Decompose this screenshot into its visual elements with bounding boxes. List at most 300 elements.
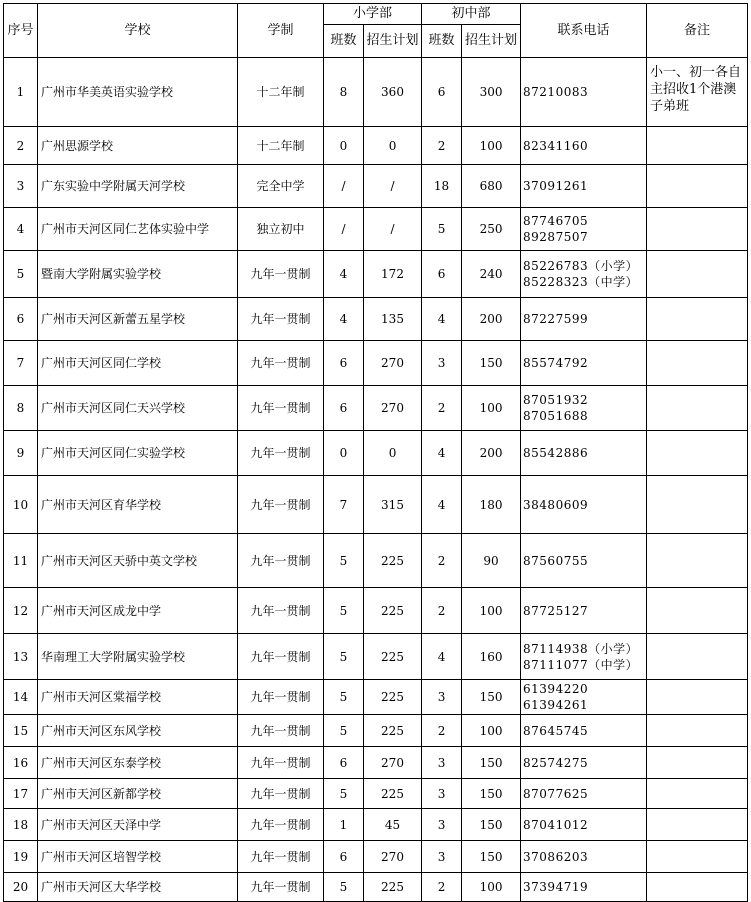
table-header <box>4 4 748 58</box>
row-note <box>647 165 748 208</box>
row-seq-text: 6 <box>16 312 25 326</box>
row-junior-plan-text: 150 <box>479 356 503 370</box>
row-phone <box>521 251 647 298</box>
row-note <box>647 841 748 873</box>
row-junior-classes <box>422 165 462 208</box>
row-seq-text: 17 <box>12 786 29 801</box>
row-system <box>238 476 324 534</box>
row-junior-classes <box>422 747 462 779</box>
table-row <box>4 747 748 779</box>
header-junior-plan: 招生计划 <box>462 25 521 58</box>
row-system-text: 九年一贯制 <box>250 817 311 832</box>
row-junior-classes <box>422 779 462 809</box>
header-junior-classes: 班数 <box>422 25 462 58</box>
table-row <box>4 386 748 431</box>
row-seq-text: 14 <box>12 690 29 704</box>
table-row <box>4 251 748 298</box>
row-junior-plan <box>462 715 521 747</box>
row-junior-plan <box>462 341 521 386</box>
row-junior-plan <box>462 431 521 476</box>
row-school <box>38 386 238 431</box>
row-primary-classes <box>324 747 364 779</box>
row-school <box>38 476 238 534</box>
row-system <box>238 58 324 127</box>
row-system <box>238 127 324 165</box>
row-primary-classes-text: 0 <box>339 138 348 153</box>
row-junior-plan-text: 200 <box>479 446 503 460</box>
row-junior-classes-text: 2 <box>437 401 446 415</box>
row-junior-plan-text: 90 <box>483 553 499 568</box>
row-system <box>238 715 324 747</box>
row-junior-plan <box>462 588 521 634</box>
table-row <box>4 165 748 208</box>
row-school-text: 广州市天河区同仁实验学校 <box>41 446 186 460</box>
row-system <box>238 208 324 251</box>
row-junior-plan-text: 150 <box>479 849 503 864</box>
phone-number: 87111077（中学） <box>523 657 639 672</box>
row-primary-classes <box>324 208 364 251</box>
row-phone <box>521 715 647 747</box>
row-seq <box>4 341 38 386</box>
row-primary-classes <box>324 431 364 476</box>
row-phone <box>521 431 647 476</box>
row-seq-text: 1 <box>16 85 25 99</box>
row-system-text: 九年一贯制 <box>250 446 311 460</box>
row-junior-classes <box>422 534 462 588</box>
row-system <box>238 588 324 634</box>
row-system-text: 九年一贯制 <box>250 553 311 568</box>
row-primary-classes <box>324 841 364 873</box>
row-school <box>38 779 238 809</box>
row-system <box>238 251 324 298</box>
table-row <box>4 809 748 841</box>
row-school-text: 广州市天河区天泽中学 <box>41 817 162 832</box>
row-primary-classes-text: 0 <box>339 446 348 460</box>
row-junior-classes-text: 18 <box>433 179 450 193</box>
row-school <box>38 431 238 476</box>
table-body <box>4 58 748 902</box>
row-junior-plan-text: 240 <box>479 267 503 281</box>
row-primary-classes-text: 5 <box>339 553 348 568</box>
row-system-text: 九年一贯制 <box>250 267 311 281</box>
row-junior-classes-text: 2 <box>437 138 446 153</box>
row-primary-plan-text: 45 <box>384 817 401 832</box>
row-school <box>38 747 238 779</box>
row-school <box>38 634 238 680</box>
row-system-text: 九年一贯制 <box>250 603 311 618</box>
row-note <box>647 298 748 341</box>
row-system <box>238 680 324 715</box>
row-system <box>238 809 324 841</box>
row-primary-plan-text: 0 <box>388 138 397 153</box>
phone-number: 37394719 <box>523 880 589 894</box>
row-junior-classes-text: 3 <box>437 690 446 704</box>
row-phone <box>521 208 647 251</box>
row-primary-plan <box>364 431 422 476</box>
row-system <box>238 341 324 386</box>
row-primary-classes <box>324 386 364 431</box>
phone-number: 87725127 <box>523 603 589 618</box>
row-system-text: 九年一贯制 <box>250 649 311 664</box>
row-junior-plan <box>462 476 521 534</box>
row-note <box>647 680 748 715</box>
row-primary-plan <box>364 298 422 341</box>
phone-number: 85228323（中学） <box>523 275 639 289</box>
row-junior-classes <box>422 58 462 127</box>
row-seq <box>4 809 38 841</box>
row-system <box>238 298 324 341</box>
row-school-text: 广州市天河区棠福学校 <box>41 690 162 704</box>
row-primary-classes <box>324 634 364 680</box>
row-phone <box>521 873 647 902</box>
row-note <box>647 873 748 902</box>
row-seq <box>4 431 38 476</box>
row-school-text: 广州市天河区育华学校 <box>41 497 162 512</box>
table-row <box>4 634 748 680</box>
row-phone <box>521 588 647 634</box>
header-junior: 初中部 <box>422 4 521 25</box>
row-system-text: 九年一贯制 <box>250 786 311 801</box>
header-primary: 小学部 <box>324 4 422 25</box>
row-junior-classes-text: 6 <box>437 267 446 281</box>
row-primary-plan-text: 172 <box>381 267 404 281</box>
row-seq-text: 2 <box>16 138 25 153</box>
row-note <box>647 127 748 165</box>
phone-number: 87210083 <box>523 85 589 99</box>
row-junior-plan <box>462 165 521 208</box>
row-system <box>238 779 324 809</box>
table-row <box>4 534 748 588</box>
row-seq <box>4 779 38 809</box>
table-row <box>4 841 748 873</box>
row-seq <box>4 715 38 747</box>
phone-number: 87077625 <box>523 786 589 801</box>
row-school <box>38 58 238 127</box>
row-primary-classes-text: 6 <box>339 849 348 864</box>
row-junior-classes <box>422 715 462 747</box>
row-school-text: 广州思源学校 <box>41 138 114 153</box>
table-row <box>4 476 748 534</box>
header-seq: 序号 <box>4 4 38 58</box>
row-primary-classes-text: 6 <box>339 401 348 415</box>
table-row <box>4 127 748 165</box>
phone-number: 61394220 <box>523 682 589 696</box>
table-row <box>4 680 748 715</box>
row-school-text: 广州市天河区新都学校 <box>41 786 162 801</box>
row-phone <box>521 747 647 779</box>
row-seq <box>4 534 38 588</box>
row-primary-classes-text: / <box>341 179 346 193</box>
table-row <box>4 779 748 809</box>
row-note <box>647 208 748 251</box>
row-school-text: 广州市天河区培智学校 <box>41 849 162 864</box>
row-junior-plan <box>462 779 521 809</box>
row-primary-classes <box>324 476 364 534</box>
row-junior-classes <box>422 588 462 634</box>
phone-number: 61394261 <box>523 698 589 712</box>
row-system <box>238 431 324 476</box>
row-note <box>647 779 748 809</box>
row-note <box>647 809 748 841</box>
row-system-text: 九年一贯制 <box>250 880 311 894</box>
row-system-text: 九年一贯制 <box>250 312 311 326</box>
row-junior-classes <box>422 809 462 841</box>
row-phone <box>521 127 647 165</box>
row-seq <box>4 208 38 251</box>
row-junior-plan <box>462 386 521 431</box>
row-phone <box>521 165 647 208</box>
row-school-text: 广州市天河区同仁学校 <box>41 356 162 370</box>
row-primary-classes-text: 6 <box>339 755 348 770</box>
row-phone <box>521 341 647 386</box>
row-primary-classes-text: / <box>341 222 346 236</box>
row-primary-plan <box>364 873 422 902</box>
row-primary-plan <box>364 127 422 165</box>
row-phone <box>521 476 647 534</box>
row-seq-text: 5 <box>16 267 25 281</box>
row-seq-text: 13 <box>12 649 29 664</box>
row-seq-text: 19 <box>12 849 29 864</box>
row-school <box>38 841 238 873</box>
row-primary-plan-text: 225 <box>381 723 404 738</box>
row-primary-plan <box>364 715 422 747</box>
row-junior-classes <box>422 431 462 476</box>
row-seq <box>4 588 38 634</box>
row-school <box>38 127 238 165</box>
row-junior-classes-text: 2 <box>437 553 446 568</box>
row-primary-classes <box>324 165 364 208</box>
row-junior-classes-text: 3 <box>437 817 446 832</box>
row-junior-plan-text: 200 <box>479 312 503 326</box>
phone-number: 87114938（小学） <box>523 641 639 656</box>
row-phone <box>521 634 647 680</box>
row-seq-text: 11 <box>12 553 29 568</box>
row-system <box>238 534 324 588</box>
row-seq-text: 7 <box>16 356 25 370</box>
row-primary-plan-text: 225 <box>381 690 404 704</box>
row-seq <box>4 873 38 902</box>
row-school-text: 广州市天河区东泰学校 <box>41 755 162 770</box>
row-primary-plan <box>364 809 422 841</box>
row-school-text: 华南理工大学附属实验学校 <box>41 649 186 664</box>
row-school-text: 广州市天河区东风学校 <box>41 723 162 738</box>
row-note <box>647 747 748 779</box>
row-primary-plan <box>364 588 422 634</box>
row-note <box>647 588 748 634</box>
row-primary-classes <box>324 588 364 634</box>
row-primary-plan <box>364 534 422 588</box>
header-school: 学校 <box>38 4 238 58</box>
row-primary-classes <box>324 779 364 809</box>
row-primary-plan <box>364 341 422 386</box>
row-junior-plan-text: 100 <box>479 723 503 738</box>
row-junior-classes <box>422 127 462 165</box>
row-seq <box>4 747 38 779</box>
row-junior-classes-text: 3 <box>437 786 446 801</box>
header-primary-classes: 班数 <box>324 25 364 58</box>
row-junior-classes-text: 2 <box>437 880 446 894</box>
row-note <box>647 476 748 534</box>
row-system <box>238 747 324 779</box>
table-row <box>4 588 748 634</box>
row-primary-classes <box>324 809 364 841</box>
table-row <box>4 715 748 747</box>
row-primary-plan-text: / <box>390 179 395 193</box>
row-seq-text: 8 <box>16 401 25 415</box>
phone-number: 38480609 <box>523 497 589 512</box>
row-junior-classes-text: 3 <box>437 849 446 864</box>
phone-number: 37086203 <box>523 849 589 864</box>
row-system-text: 九年一贯制 <box>250 849 311 864</box>
row-system-text: 独立初中 <box>256 222 305 236</box>
row-junior-plan <box>462 251 521 298</box>
row-note-text: 小一、初一各自主招收1个港澳子弟班 <box>650 65 742 114</box>
row-primary-classes <box>324 715 364 747</box>
row-junior-plan-text: 100 <box>479 401 503 415</box>
row-seq <box>4 476 38 534</box>
row-junior-classes <box>422 341 462 386</box>
row-primary-classes <box>324 873 364 902</box>
row-seq <box>4 680 38 715</box>
row-primary-plan-text: 270 <box>381 401 404 415</box>
row-primary-classes-text: 8 <box>339 85 348 99</box>
row-primary-classes-text: 6 <box>339 356 348 370</box>
row-junior-plan <box>462 841 521 873</box>
phone-number: 85574792 <box>523 356 589 370</box>
row-school-text: 暨南大学附属实验学校 <box>41 267 162 281</box>
row-system-text: 九年一贯制 <box>250 690 311 704</box>
row-seq-text: 18 <box>12 817 29 832</box>
row-primary-classes-text: 5 <box>339 603 348 618</box>
row-note <box>647 386 748 431</box>
row-seq-text: 15 <box>12 723 29 738</box>
header-phone: 联系电话 <box>521 4 647 58</box>
row-primary-plan <box>364 476 422 534</box>
table-row <box>4 431 748 476</box>
table-row <box>4 341 748 386</box>
row-primary-plan <box>364 208 422 251</box>
row-primary-plan <box>364 634 422 680</box>
row-junior-plan-text: 180 <box>479 497 503 512</box>
phone-number: 87746705 <box>523 214 589 228</box>
row-note <box>647 534 748 588</box>
row-seq-text: 10 <box>12 497 29 512</box>
row-seq <box>4 298 38 341</box>
row-primary-plan <box>364 779 422 809</box>
row-school <box>38 588 238 634</box>
row-primary-classes <box>324 534 364 588</box>
row-junior-plan <box>462 873 521 902</box>
row-primary-plan-text: 270 <box>381 849 404 864</box>
row-primary-plan <box>364 841 422 873</box>
row-system <box>238 634 324 680</box>
row-seq <box>4 127 38 165</box>
row-system-text: 九年一贯制 <box>250 723 311 738</box>
table-row <box>4 208 748 251</box>
row-phone <box>521 298 647 341</box>
row-seq <box>4 386 38 431</box>
row-system-text: 十二年制 <box>256 138 305 153</box>
row-phone <box>521 779 647 809</box>
phone-number: 89287507 <box>523 230 589 244</box>
row-primary-classes <box>324 58 364 127</box>
row-system-text: 九年一贯制 <box>250 497 311 512</box>
row-school-text: 广东实验中学附属天河学校 <box>41 179 186 193</box>
row-primary-classes-text: 7 <box>339 497 348 512</box>
row-seq <box>4 251 38 298</box>
row-junior-plan <box>462 208 521 251</box>
header-system: 学制 <box>238 4 324 58</box>
row-junior-classes-text: 4 <box>437 497 446 512</box>
row-seq-text: 9 <box>16 446 25 460</box>
row-seq <box>4 58 38 127</box>
row-primary-classes-text: 5 <box>339 880 348 894</box>
row-school-text: 广州市天河区成龙中学 <box>41 603 162 618</box>
row-junior-classes <box>422 208 462 251</box>
phone-number: 37091261 <box>523 179 589 193</box>
row-junior-plan-text: 680 <box>479 179 503 193</box>
row-primary-plan <box>364 386 422 431</box>
row-junior-classes <box>422 873 462 902</box>
row-seq-text: 20 <box>12 880 29 894</box>
row-school <box>38 341 238 386</box>
row-system-text: 九年一贯制 <box>250 401 311 415</box>
row-primary-plan <box>364 251 422 298</box>
row-junior-plan-text: 100 <box>479 603 503 618</box>
row-note <box>647 251 748 298</box>
phone-number: 85542886 <box>523 446 589 460</box>
row-note <box>647 634 748 680</box>
row-primary-classes-text: 1 <box>339 817 348 832</box>
row-note <box>647 715 748 747</box>
row-school <box>38 208 238 251</box>
row-seq-text: 12 <box>12 603 29 618</box>
row-system <box>238 386 324 431</box>
row-seq <box>4 165 38 208</box>
row-school-text: 广州市天河区天骄中英文学校 <box>41 553 198 568</box>
row-junior-classes <box>422 680 462 715</box>
row-school-text: 广州市华美英语实验学校 <box>41 85 174 99</box>
row-primary-classes-text: 4 <box>339 312 348 326</box>
row-junior-plan <box>462 634 521 680</box>
row-junior-classes <box>422 476 462 534</box>
row-school <box>38 165 238 208</box>
row-primary-plan <box>364 747 422 779</box>
row-primary-classes <box>324 298 364 341</box>
row-seq <box>4 634 38 680</box>
row-primary-classes <box>324 341 364 386</box>
row-school <box>38 873 238 902</box>
row-phone <box>521 841 647 873</box>
row-seq-text: 3 <box>16 179 25 193</box>
phone-number: 87560755 <box>523 553 589 568</box>
row-phone <box>521 534 647 588</box>
row-primary-plan <box>364 165 422 208</box>
row-system-text: 完全中学 <box>256 179 305 193</box>
row-junior-classes-text: 4 <box>437 312 446 326</box>
row-junior-plan-text: 100 <box>479 138 503 153</box>
header-note: 备注 <box>647 4 748 58</box>
row-system-text: 十二年制 <box>256 85 305 99</box>
row-junior-classes-text: 3 <box>437 356 446 370</box>
row-primary-plan-text: 225 <box>381 553 404 568</box>
row-junior-classes <box>422 841 462 873</box>
row-junior-classes-text: 4 <box>437 446 446 460</box>
phone-number: 87051932 <box>523 393 589 407</box>
row-school-text: 广州市天河区同仁艺体实验中学 <box>41 222 210 236</box>
row-school-text: 广州市天河区大华学校 <box>41 880 162 894</box>
table-row <box>4 58 748 127</box>
